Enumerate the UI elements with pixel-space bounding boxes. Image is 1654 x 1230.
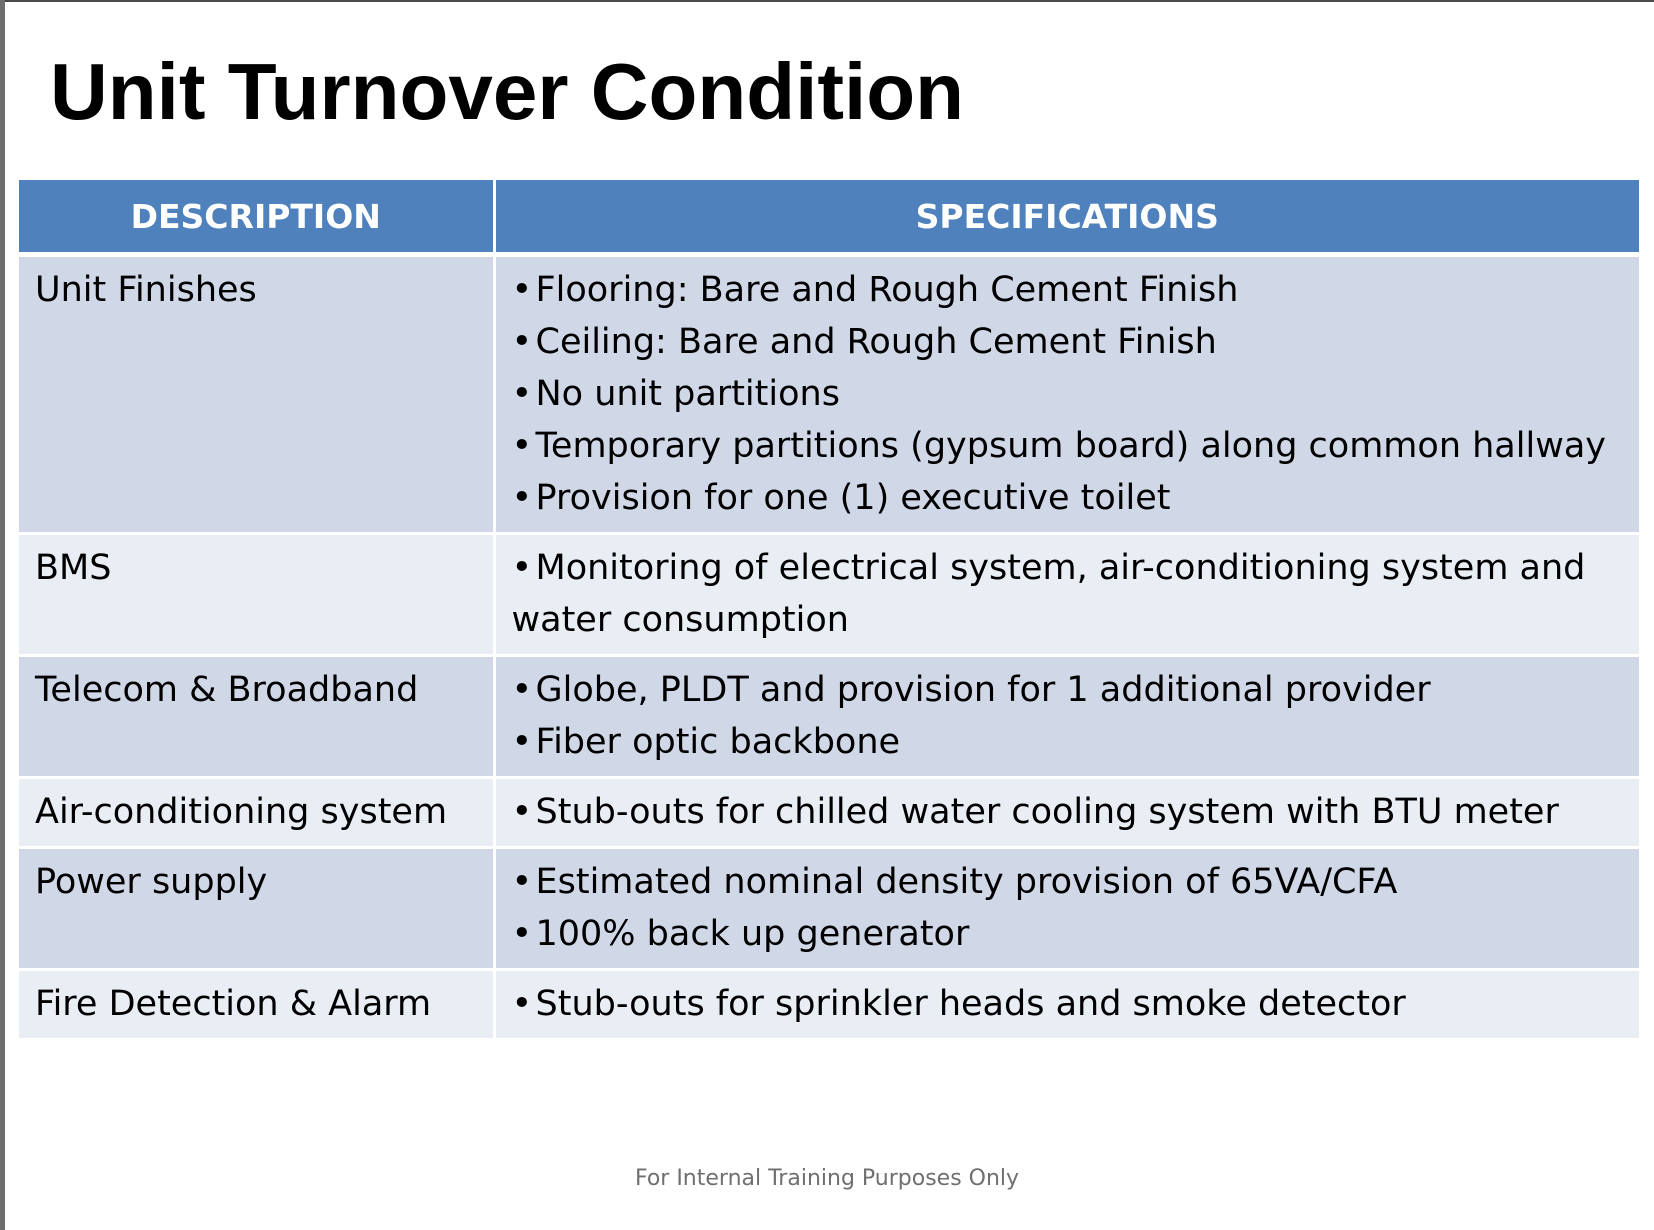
spec-list [512, 264, 1630, 524]
row-specifications [494, 534, 1639, 656]
row-specifications [494, 255, 1639, 534]
table-row [19, 534, 1639, 656]
row-specifications [494, 778, 1639, 848]
spec-text: Stub-outs for sprinkler heads and smoke detector [535, 984, 1406, 1024]
window-top-edge [0, 0, 1654, 2]
row-description: Power supply [19, 848, 494, 970]
spec-text: Fiber optic backbone [535, 722, 901, 762]
table-row [19, 848, 1639, 970]
spec-list [512, 542, 1630, 646]
bullet-icon: • [511, 374, 533, 414]
spec-text: Provision for one (1) executive toilet [535, 478, 1171, 518]
bullet-icon: • [511, 270, 533, 310]
row-description: Telecom & Broadband [19, 656, 494, 778]
spec-item [512, 978, 1630, 1030]
table-body [19, 255, 1639, 1040]
bullet-icon: • [511, 426, 533, 466]
row-description: BMS [19, 534, 494, 656]
row-specifications [494, 970, 1639, 1040]
spec-text: Ceiling: Bare and Rough Cement Finish [535, 322, 1217, 362]
spec-item [512, 786, 1630, 838]
bullet-icon: • [511, 984, 533, 1024]
spec-list [512, 856, 1630, 960]
column-header-description: DESCRIPTION [19, 180, 494, 255]
spec-item [512, 542, 1630, 646]
turnover-spec-table [19, 180, 1639, 1041]
window-left-edge [0, 0, 5, 1230]
spec-text: Globe, PLDT and provision for 1 additional provider [535, 670, 1431, 710]
spec-item [512, 716, 1630, 768]
spec-item [512, 472, 1630, 524]
table-row [19, 255, 1639, 534]
row-specifications [494, 848, 1639, 970]
slide-title: Unit Turnover Condition [50, 47, 964, 136]
table-header-row [19, 180, 1639, 255]
bullet-icon: • [511, 792, 533, 832]
bullet-icon: • [511, 478, 533, 518]
row-description: Fire Detection & Alarm [19, 970, 494, 1040]
spec-text: 100% back up generator [535, 914, 970, 954]
spec-item [512, 264, 1630, 316]
spec-list [512, 786, 1630, 838]
spec-list [512, 978, 1630, 1030]
row-specifications [494, 656, 1639, 778]
column-header-specifications: SPECIFICATIONS [494, 180, 1639, 255]
spec-text: Estimated nominal density provision of 65VA/CFA [535, 862, 1398, 902]
spec-text: No unit partitions [535, 374, 840, 414]
spec-text: Flooring: Bare and Rough Cement Finish [535, 270, 1239, 310]
spec-item [512, 856, 1630, 908]
footer-note: For Internal Training Purposes Only [634, 1166, 1020, 1191]
bullet-icon: • [511, 322, 533, 362]
spec-item [512, 420, 1630, 472]
table-row [19, 970, 1639, 1040]
spec-item [512, 316, 1630, 368]
bullet-icon: • [511, 862, 533, 902]
table-row [19, 778, 1639, 848]
spec-item [512, 664, 1630, 716]
spec-text: Stub-outs for chilled water cooling system with BTU meter [535, 792, 1559, 832]
row-description: Air-conditioning system [19, 778, 494, 848]
bullet-icon: • [511, 722, 533, 762]
table-row [19, 656, 1639, 778]
spec-list [512, 664, 1630, 768]
row-description: Unit Finishes [19, 255, 494, 534]
spec-text: Temporary partitions (gypsum board) along common hallway [535, 426, 1606, 466]
spec-item [512, 368, 1630, 420]
spec-item [512, 908, 1630, 960]
bullet-icon: • [511, 548, 533, 588]
bullet-icon: • [511, 914, 533, 954]
spec-text: Monitoring of electrical system, air-conditioning system and water consumption [511, 548, 1586, 640]
bullet-icon: • [511, 670, 533, 710]
